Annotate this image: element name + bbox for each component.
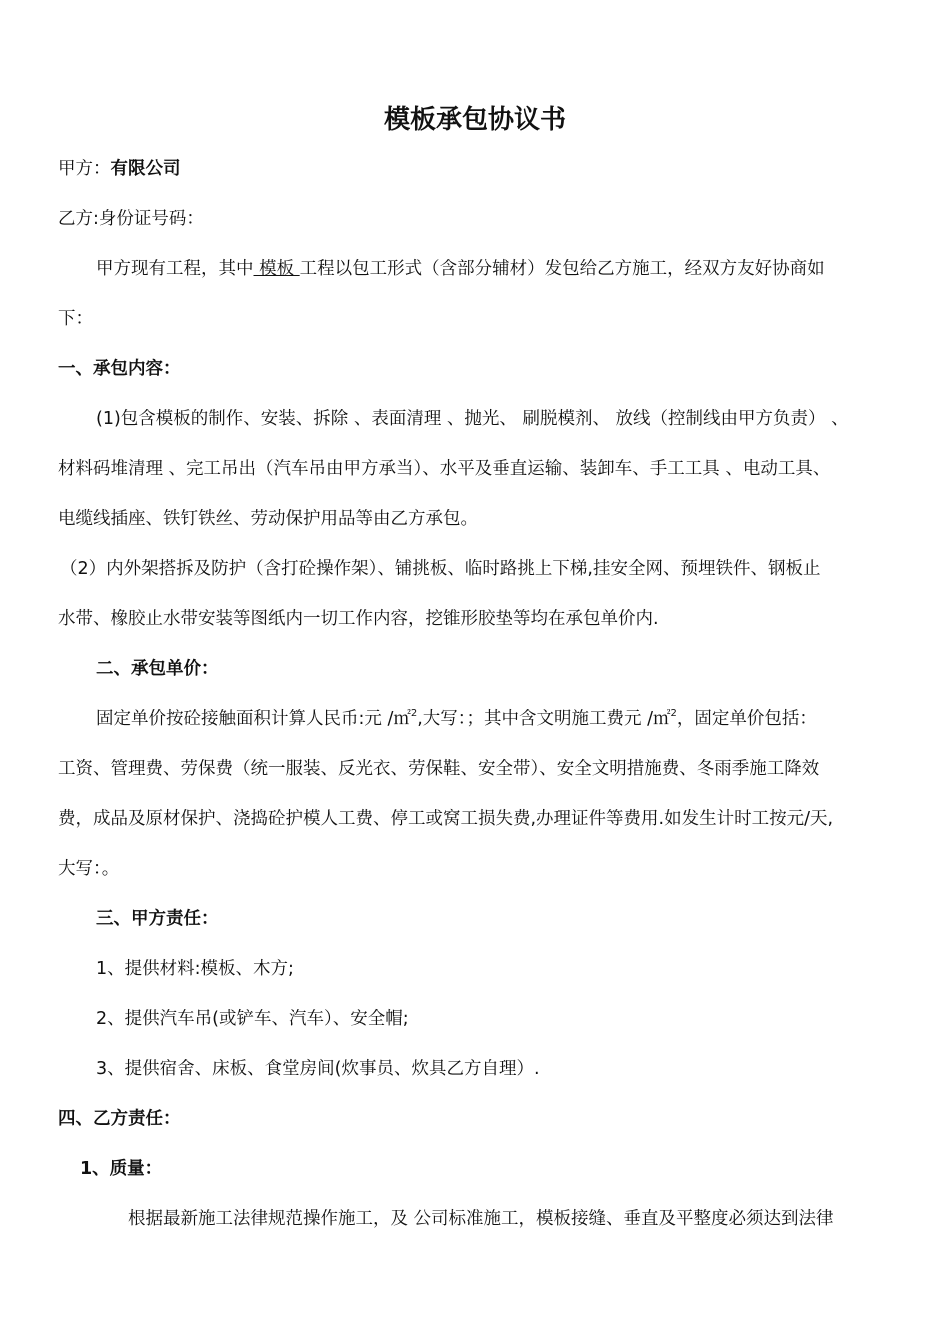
- section1-item2-line: （2）内外架搭拆及防护（含打砼操作架）、铺挑板、临时路挑上下梯,挂安全网、预埋铁件、钢板止: [60, 559, 821, 579]
- section3-item: 3、提供宿舍、床板、食堂房间(炊事员、炊具乙方自理）.: [96, 1059, 540, 1079]
- price-text-a: 固定单价按砼接触面积计算人民币:元 /㎡: [96, 709, 411, 729]
- party-a-line: [58, 156, 181, 182]
- intro-before: 甲方现有工程，其中: [96, 259, 254, 279]
- section1-item1-line: 材料码堆清理 、完工吊出（汽车吊由甲方承当）、水平及垂直运输、装卸车、手工工具 、电动工具、: [58, 459, 831, 479]
- section1-item1-line: 电缆线插座、铁钉铁丝、劳动保护用品等由乙方承包。: [58, 509, 478, 529]
- intro-underlined: 模板: [253, 259, 300, 279]
- party-b-line: 乙方:身份证号码：: [58, 209, 204, 229]
- section4-subheading: 1、质量：: [80, 1159, 163, 1179]
- intro-line-1: [96, 256, 825, 282]
- party-a-value: 有限公司: [110, 159, 181, 179]
- price-text-c: ，固定单价包括：: [676, 709, 817, 729]
- section2-line: 费，成品及原材保护、浇捣砼护模人工费、停工或窝工损失费,办理证件等费用.如发生计时工按元/天,: [58, 809, 834, 829]
- price-text-b: ,大写：；其中含文明施工费元 /㎡: [417, 709, 671, 729]
- section3-item: 2、提供汽车吊(或铲车、汽车）、安全帽;: [96, 1009, 409, 1029]
- section2-line: 大写：。: [58, 859, 120, 879]
- document-title: 模板承包协议书: [383, 105, 566, 135]
- section1-item2-line: 水带、橡胶止水带安装等图纸内一切工作内容，挖锥形胶垫等均在承包单价内.: [58, 609, 659, 629]
- superscript-mark: 2: [670, 708, 677, 719]
- section4-heading: 四、乙方责任：: [58, 1109, 181, 1129]
- intro-line-2: 下：: [58, 309, 93, 329]
- section1-item1-line: (1)包含模板的制作、安装、拆除 、表面清理 、抛光、 刷脱模剂、 放线（控制线由甲方负责） 、: [96, 409, 849, 429]
- section2-price-line: [96, 706, 817, 732]
- intro-after: 工程以包工形式（含部分辅材）发包给乙方施工，经双方友好协商如: [299, 259, 825, 279]
- party-a-label: 甲方：: [58, 159, 111, 179]
- section4-text: 根据最新施工法律规范操作施工，及 公司标准施工，模板接缝、垂直及平整度必须达到法律: [128, 1209, 834, 1229]
- section1-heading: 一、承包内容：: [58, 359, 181, 379]
- section3-heading: 三、甲方责任：: [96, 909, 219, 929]
- section3-item: 1、提供材料:模板、木方;: [96, 959, 294, 979]
- section2-line: 工资、管理费、劳保费（统一服装、反光衣、劳保鞋、安全带）、安全文明措施费、冬雨季施工降效: [58, 759, 820, 779]
- superscript-mark: 2: [410, 708, 418, 719]
- section2-heading: 二、承包单价：: [96, 659, 219, 679]
